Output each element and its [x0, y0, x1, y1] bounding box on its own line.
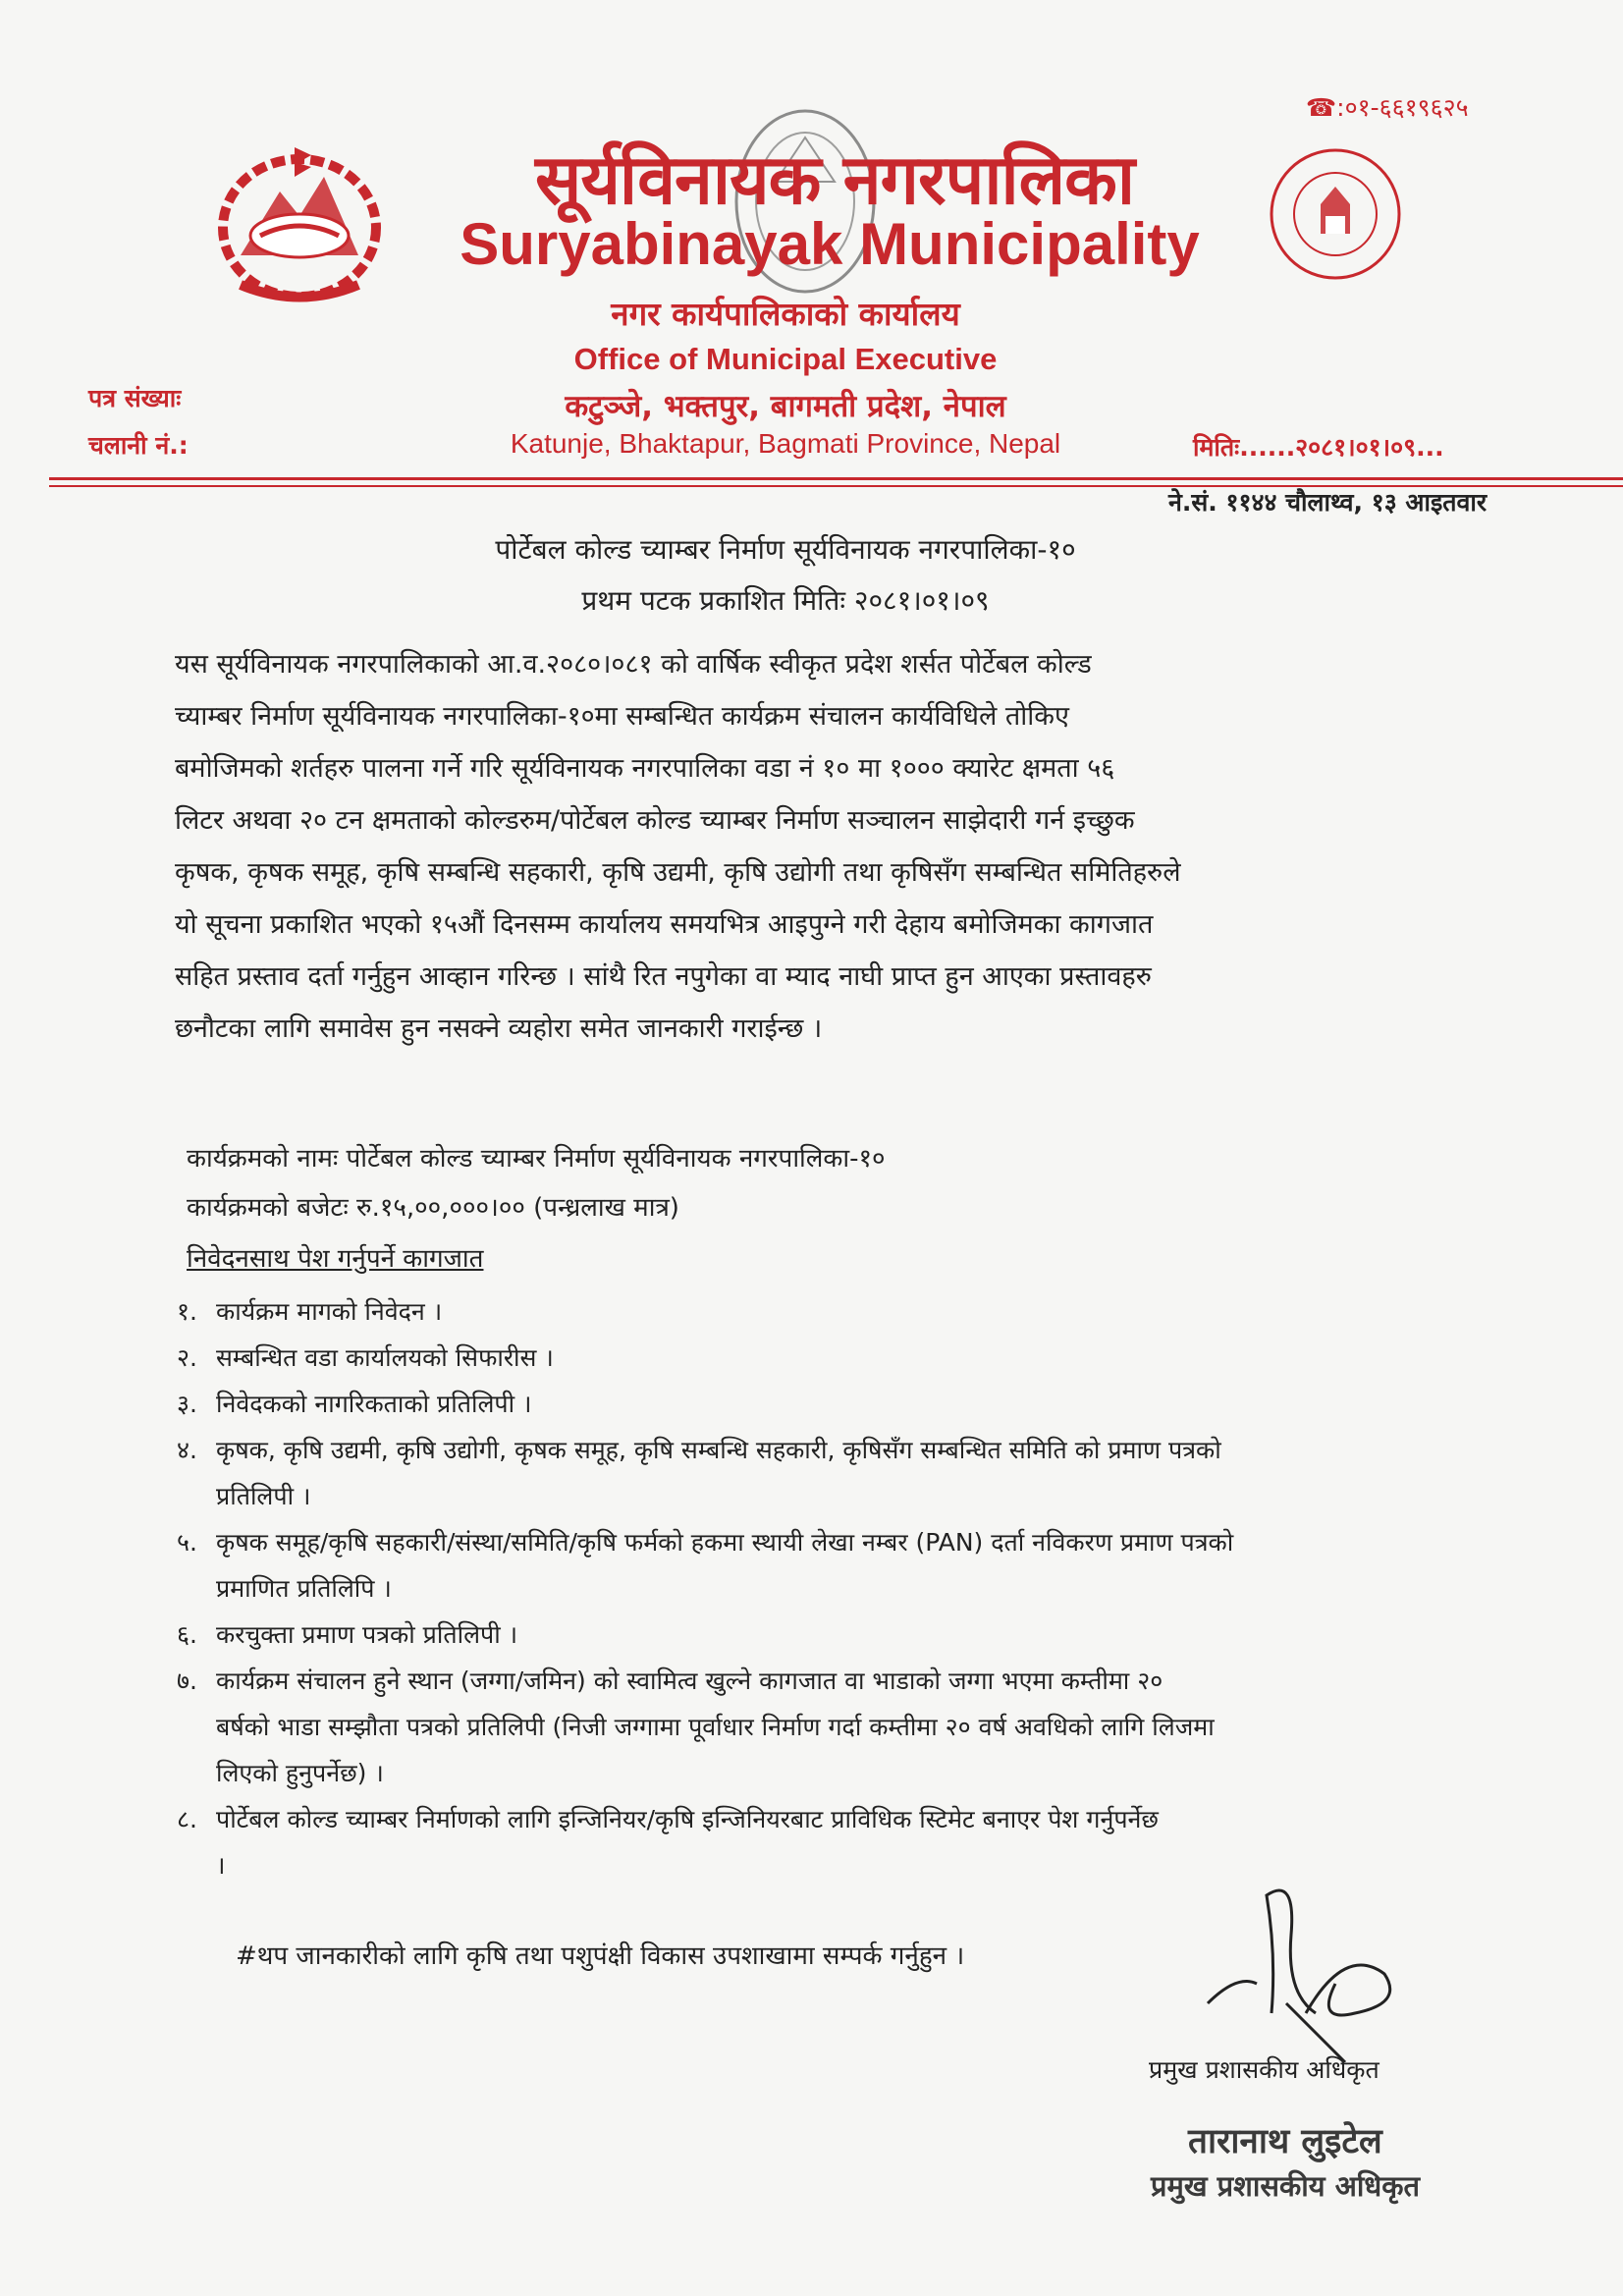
signatory-title: प्रमुख प्रशासकीय अधिकृत [1151, 2169, 1421, 2203]
required-documents-list [177, 1288, 1443, 1888]
body-line: छनौटका लागि समावेस हुन नसक्ने व्यहोरा समेत जानकारी गराईन्छ । [175, 1013, 823, 1044]
document-item [177, 1288, 1443, 1335]
document-item-text: निवेदकको नागरिकताको प्रतिलिपी । [216, 1390, 532, 1418]
document-item [177, 1381, 1443, 1427]
document-item-continuation: प्रमाणित प्रतिलिपि । [216, 1574, 392, 1603]
body-line: च्याम्बर निर्माण सूर्यविनायक नगरपालिका-१०मा सम्बन्धित कार्यक्रम संचालन कार्यविधिले तोकिए [175, 701, 1069, 732]
document-item-continuation: बर्षको भाडा सम्झौता पत्रको प्रतिलिपी (निजी जग्गामा पूर्वाधार निर्माण गर्दा कम्तीमा २० वर्ष अवधिको लागि लिजमा [216, 1713, 1215, 1741]
document-item-text: कार्यक्रम मागको निवेदन । [216, 1297, 443, 1326]
body-line: यस सूर्यविनायक नगरपालिकाको आ.व.२०८०।०८१ को वार्षिक स्वीकृत प्रदेश शर्सत पोर्टेबल कोल्ड [175, 649, 1092, 680]
document-item-text: कार्यक्रम संचालन हुने स्थान (जग्गा/जमिन) को स्वामित्व खुल्ने कागजात वा भाडाको जग्गा भएमा कम्तीमा २० [216, 1667, 1163, 1695]
program-name: कार्यक्रमको नामः पोर्टेबल कोल्ड च्याम्बर निर्माण सूर्यविनायक नगरपालिका-१० [187, 1144, 886, 1174]
document-item-number: २. [177, 1343, 197, 1372]
contact-note: #थप जानकारीको लागि कृषि तथा पशुपंक्षी विकास उपशाखामा सम्पर्क गर्नुहुन । [236, 1941, 965, 1971]
published-date: प्रथम पटक प्रकाशित मितिः २०८१।०१।०९ [581, 584, 990, 617]
nepal-sambat-date: ने.सं. ११४४ चौलाथ्व, १३ आइतवार [1168, 488, 1488, 517]
address-english: Katunje, Bhaktapur, Bagmati Province, Nepal [510, 428, 1061, 459]
municipality-seal-icon [1267, 145, 1404, 283]
required-documents-heading: निवेदनसाथ पेश गर्नुपर्ने कागजात [187, 1244, 484, 1274]
body-line: सहित प्रस्ताव दर्ता गर्नुहुन आव्हान गरिन्छ । सांथै रित नपुगेका वा म्याद नाघी प्राप्त हुन आएका प्रस्तावहरु [175, 961, 1152, 992]
document-item-number: ६. [177, 1620, 197, 1649]
letter-number-label: पत्र संख्याः [88, 384, 182, 412]
date-value: ......२०८१।०१।०९... [1239, 433, 1444, 462]
letter-date [1193, 430, 1444, 464]
body-line: लिटर अथवा २० टन क्षमताको कोल्डरुम/पोर्टेबल कोल्ड च्याम्बर निर्माण सञ्चालन साझेदारी गर्न इच्छुक [175, 805, 1135, 836]
document-item-text: करचुक्ता प्रमाण पत्रको प्रतिलिपी । [216, 1620, 518, 1649]
document-item [177, 1335, 1443, 1381]
document-item [177, 1612, 1443, 1658]
notice-body [175, 638, 1441, 1055]
document-item-number: ७. [177, 1667, 197, 1695]
document-item-text: पोर्टेबल कोल्ड च्याम्बर निर्माणको लागि इन्जिनियर/कृषि इन्जिनियरबाट प्राविधिक स्टिमेट बनाएर पेश गर्नुपर्नेछ [216, 1805, 1159, 1833]
dispatch-number-label: चलानी नं.: [88, 431, 189, 460]
document-item-number: ५. [177, 1528, 197, 1557]
document-item-number: १. [177, 1297, 197, 1326]
municipality-name-nepali: सूर्यविनायक नगरपालिका [535, 139, 1134, 220]
document-item [177, 1427, 1443, 1519]
document-item-number: ४. [177, 1436, 197, 1464]
notice-title: पोर्टेबल कोल्ड च्याम्बर निर्माण सूर्यविनायक नगरपालिका-१० [495, 533, 1076, 566]
date-label: मितिः [1193, 433, 1240, 462]
signature-icon [1198, 1866, 1434, 2062]
header-rule [49, 477, 1623, 480]
body-line: बमोजिमको शर्तहरु पालना गर्ने गरि सूर्यविनायक नगरपालिका वडा नं १० मा १००० क्यारेट क्षमता ५६ [175, 753, 1115, 784]
program-budget: कार्यक्रमको बजेटः रु.१५,००,०००।०० (पन्ध्रलाख मात्र) [187, 1193, 679, 1223]
document-item-text: सम्बन्धित वडा कार्यालयको सिफारीस । [216, 1343, 554, 1372]
document-item [177, 1519, 1443, 1612]
nepal-emblem-icon [201, 137, 398, 304]
signatory-name: तारानाथ लुइटेल [1188, 2122, 1382, 2161]
body-line: यो सूचना प्रकाशित भएको १५औं दिनसम्म कार्यालय समयभित्र आइपुग्ने गरी देहाय बमोजिमका कागजात [175, 909, 1154, 940]
document-item-text: कृषक समूह/कृषि सहकारी/संस्था/समिति/कृषि फर्मको हकमा स्थायी लेखा नम्बर (PAN) दर्ता नविकरण प्रमाण पत्रको [216, 1528, 1234, 1557]
document-item [177, 1658, 1443, 1796]
phone-number: ☎:०१-६६१९६२५ [1306, 93, 1469, 122]
document-item-number: ८. [177, 1805, 197, 1833]
document-item-continuation: लिएको हुनुपर्नेछ) । [216, 1759, 384, 1787]
office-name-english: Office of Municipal Executive [573, 342, 998, 376]
document-item-text: कृषक, कृषि उद्यमी, कृषि उद्योगी, कृषक समूह, कृषि सम्बन्धि सहकारी, कृषिसँग सम्बन्धित समिति को प्रमाण पत्रको [216, 1436, 1221, 1464]
signatory-role: प्रमुख प्रशासकीय अधिकृत [1149, 2055, 1380, 2084]
document-item-continuation: प्रतिलिपी । [216, 1482, 311, 1510]
municipality-name-english: Suryabinayak Municipality [460, 211, 1200, 277]
document-item-continuation: । [216, 1851, 226, 1880]
office-name-nepali: नगर कार्यपालिकाको कार्यालय [611, 295, 960, 333]
document-item-number: ३. [177, 1390, 197, 1418]
body-line: कृषक, कृषक समूह, कृषि सम्बन्धि सहकारी, कृषि उद्यमी, कृषि उद्योगी तथा कृषिसँग सम्बन्धित समितिहरुले [175, 857, 1181, 888]
address-nepali: कटुञ्जे, भक्तपुर, बागमती प्रदेश, नेपाल [565, 389, 1006, 424]
